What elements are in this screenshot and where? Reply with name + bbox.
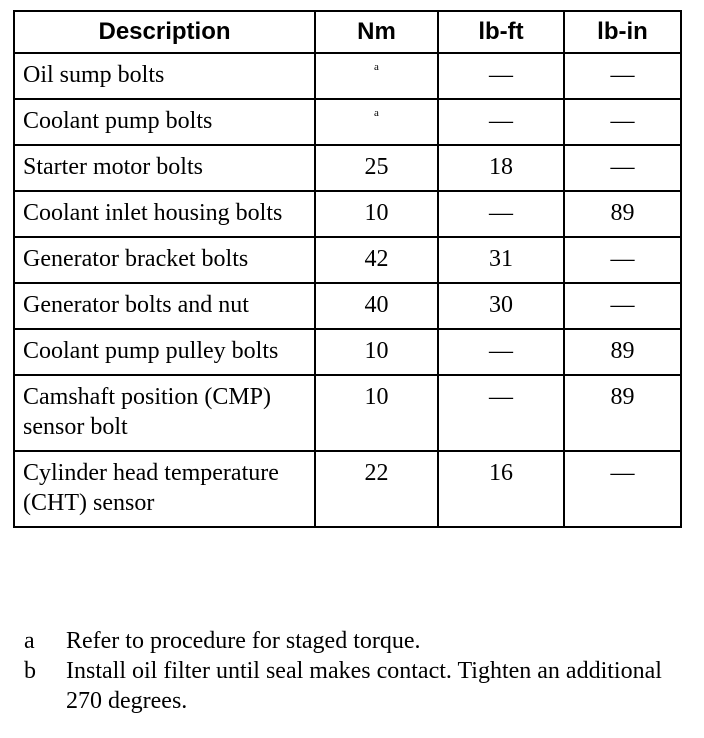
cell-lbin-text: — (610, 154, 635, 180)
table-row (14, 283, 681, 329)
cell-description-text: Oil sump bolts (23, 62, 165, 88)
cell-lbft (438, 329, 564, 375)
table-row (14, 329, 681, 375)
cell-nm-text: 40 (364, 292, 389, 318)
header-description: Description (14, 11, 315, 53)
cell-lbin-text: 89 (610, 338, 635, 364)
footnote-a (24, 626, 684, 656)
cell-nm-text: 10 (364, 384, 389, 410)
cell-lbft (438, 145, 564, 191)
cell-lbft (438, 53, 564, 99)
cell-lbin (564, 53, 681, 99)
cell-lbft (438, 283, 564, 329)
header-nm: Nm (315, 11, 438, 53)
cell-nm-text: 42 (364, 246, 389, 272)
cell-lbft-text: 31 (489, 246, 513, 272)
cell-lbft (438, 237, 564, 283)
cell-description (14, 329, 315, 375)
cell-lbft-text: — (489, 200, 513, 226)
cell-description-text: Coolant pump pulley bolts (23, 338, 279, 364)
cell-description (14, 283, 315, 329)
cell-lbin-text: — (610, 108, 635, 134)
cell-lbft-text: 18 (489, 154, 513, 180)
cell-lbft-text: — (489, 62, 513, 88)
cell-nm (315, 191, 438, 237)
cell-lbin (564, 329, 681, 375)
cell-lbft-text: — (489, 108, 513, 134)
cell-lbin-text: — (610, 460, 635, 486)
cell-description (14, 53, 315, 99)
cell-lbin-text: 89 (610, 200, 635, 226)
cell-nm (315, 283, 438, 329)
table-row (14, 191, 681, 237)
torque-spec-table (13, 10, 682, 528)
footnote-key: a (24, 628, 35, 654)
cell-lbft (438, 191, 564, 237)
footnote-key: b (24, 658, 36, 684)
cell-lbft-text: — (489, 384, 513, 410)
footnote-b (24, 656, 684, 716)
cell-nm (315, 99, 438, 145)
cell-description-text: Coolant pump bolts (23, 108, 213, 134)
cell-lbft (438, 451, 564, 527)
cell-lbin (564, 375, 681, 451)
table-row (14, 451, 681, 527)
cell-lbft-text: 30 (489, 292, 513, 318)
cell-description (14, 145, 315, 191)
cell-description-text: Starter motor bolts (23, 154, 203, 180)
cell-description-text: Cylinder head temperature (CHT) sensor (23, 460, 279, 516)
cell-nm-text: 10 (364, 338, 389, 364)
cell-lbin (564, 99, 681, 145)
table-row (14, 237, 681, 283)
cell-lbin-text: — (610, 62, 635, 88)
cell-description-text: Generator bolts and nut (23, 292, 249, 318)
cell-description-text: Generator bracket bolts (23, 246, 249, 272)
cell-nm-text: a (374, 107, 379, 119)
cell-nm (315, 53, 438, 99)
cell-nm (315, 237, 438, 283)
cell-lbft (438, 375, 564, 451)
cell-description (14, 451, 315, 527)
header-lbft: lb-ft (438, 11, 564, 53)
header-lbin: lb-in (564, 11, 681, 53)
cell-lbin (564, 191, 681, 237)
table-header-row (14, 11, 681, 53)
footnotes (24, 626, 684, 716)
cell-lbin (564, 283, 681, 329)
cell-lbft (438, 99, 564, 145)
cell-nm-text: 10 (364, 200, 389, 226)
cell-lbin-text: — (610, 292, 635, 318)
cell-nm (315, 145, 438, 191)
table-row (14, 53, 681, 99)
cell-description-text: Camshaft position (CMP) sensor bolt (23, 384, 272, 440)
cell-lbin-text: — (610, 246, 635, 272)
footnote-text: Install oil filter until seal makes contact. Tighten an additional 270 degrees. (66, 658, 662, 714)
cell-description (14, 237, 315, 283)
cell-lbft-text: 16 (489, 460, 513, 486)
table-body (14, 53, 681, 527)
cell-nm (315, 329, 438, 375)
cell-lbft-text: — (489, 338, 513, 364)
cell-nm (315, 375, 438, 451)
cell-nm-text: a (374, 61, 379, 73)
footnote-text: Refer to procedure for staged torque. (66, 628, 421, 654)
cell-description (14, 99, 315, 145)
cell-lbin-text: 89 (610, 384, 635, 410)
cell-description-text: Coolant inlet housing bolts (23, 200, 283, 226)
table-row (14, 145, 681, 191)
cell-lbin (564, 237, 681, 283)
cell-lbin (564, 451, 681, 527)
cell-nm-text: 25 (364, 154, 389, 180)
cell-description (14, 375, 315, 451)
cell-nm-text: 22 (364, 460, 389, 486)
table-row (14, 99, 681, 145)
cell-nm (315, 451, 438, 527)
cell-lbin (564, 145, 681, 191)
cell-description (14, 191, 315, 237)
table-row (14, 375, 681, 451)
